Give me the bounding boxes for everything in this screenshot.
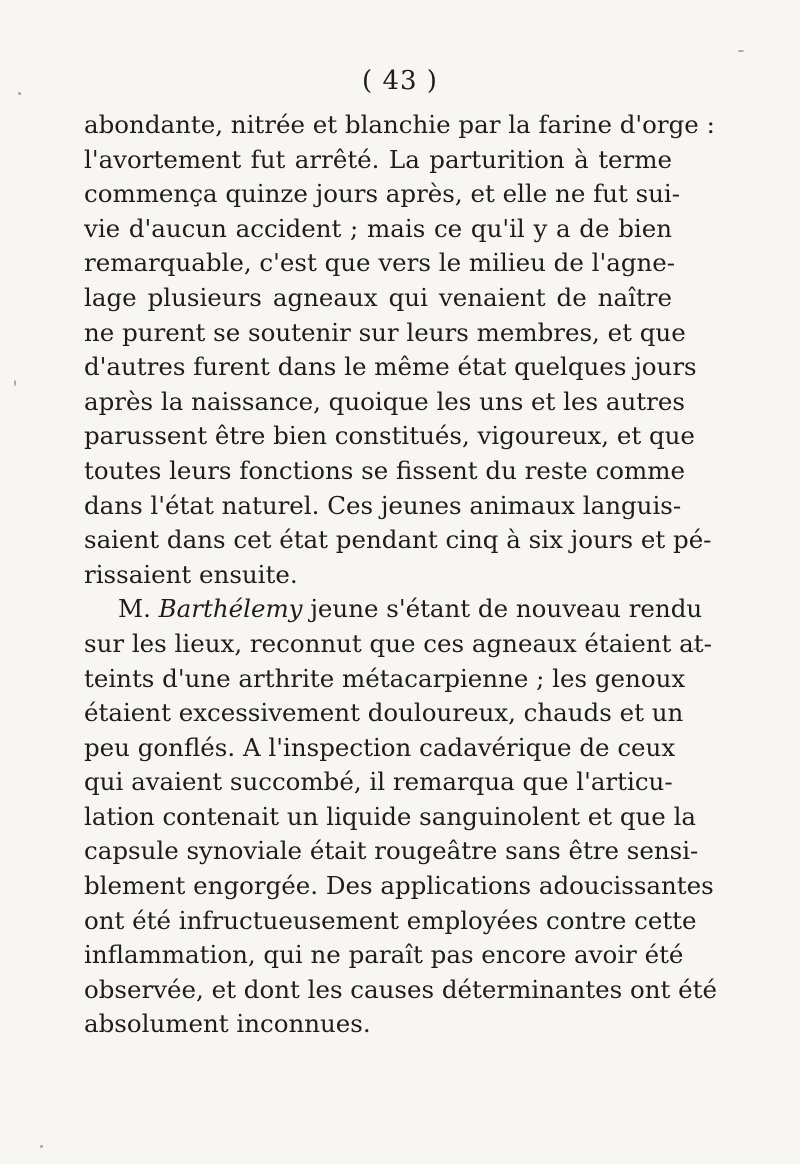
line-prefix: M. [118, 594, 159, 624]
paragraph-2 [84, 592, 718, 1042]
person-name: Barthélemy [158, 594, 303, 624]
text-line: absolument inconnues. [84, 1009, 371, 1039]
text-line: d'autres furent dans le même état quelques jours [84, 352, 697, 382]
paper-speck [738, 50, 744, 52]
text-line: vie d'aucun accident ; mais ce qu'il y a de bien [84, 213, 672, 243]
text-line: peu gonflés. A l'inspection cadavérique de ceux [84, 732, 676, 762]
text-line: saient dans cet état pendant cinq à six jours et pé- [84, 525, 712, 555]
text-line: ont été infructueusement employées contre cette [84, 905, 697, 935]
text-line: sur les lieux, reconnut que ces agneaux étaient at- [84, 628, 712, 658]
text-line: parussent être bien constitués, vigoureux, et que [84, 421, 695, 451]
text-line: qui avaient succombé, il remarqua que l'articu- [84, 767, 673, 797]
text-line: observée, et dont les causes déterminantes ont été [84, 974, 718, 1004]
text-line: après la naissance, quoique les uns et les autres [84, 386, 685, 416]
text-line: étaient excessivement douloureux, chauds et un [84, 698, 684, 728]
page-number: ( 43 ) [362, 66, 438, 96]
text-line: toutes leurs fonctions se fissent du reste comme [84, 455, 686, 485]
text-line: rissaient ensuite. [84, 559, 298, 589]
paper-speck [693, 648, 697, 650]
text-line [84, 592, 703, 627]
text-line: dans l'état naturel. Ces jeunes animaux languis- [84, 490, 682, 520]
paper-speck [40, 1145, 43, 1148]
body-text [84, 108, 718, 1042]
text-line: ne purent se soutenir sur leurs membres, et que [84, 317, 686, 347]
text-line: inflammation, qui ne paraît pas encore avoir été [84, 940, 684, 970]
text-line: capsule synoviale était rougeâtre sans être sensi- [84, 836, 699, 866]
text-line: lage plusieurs agneaux qui venaient de naître [84, 282, 672, 312]
text-line: teints d'une arthrite métacarpienne ; les genoux [84, 663, 686, 693]
paper-speck [18, 92, 21, 95]
text-line: abondante, nitrée et blanchie par la farine d'orge : [84, 110, 715, 139]
text-line: blement engorgée. Des applications adoucissantes [84, 871, 714, 901]
text-line: commença quinze jours après, et elle ne fut sui- [84, 179, 681, 209]
paragraph-1 [84, 108, 715, 592]
text-line: l'avortement fut arrêté. La parturition à terme [84, 144, 672, 174]
text-line: lation contenait un liquide sanguinolent et que la [84, 801, 697, 831]
text-line: remarquable, c'est que vers le milieu de l'agne- [84, 248, 676, 278]
paper-speck [14, 380, 16, 386]
line-suffix: jeune s'étant de nouveau rendu [302, 594, 703, 624]
